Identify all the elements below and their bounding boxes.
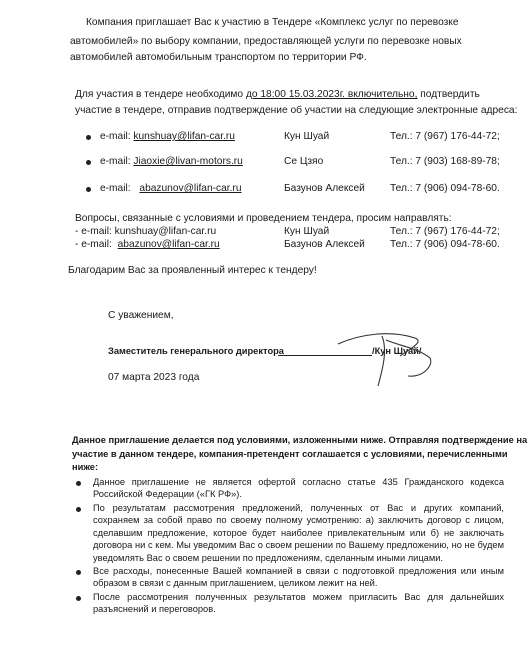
intro-line-3: автомобилей автомобильным транспортом по территории РФ. — [70, 52, 367, 63]
participation-line-2: участие в тендере, отправив подтверждение об участии на следующие электронные адреса: — [75, 105, 518, 116]
questions-email-row — [75, 238, 220, 251]
questions-email-prefix: - e-mail: — [75, 239, 115, 250]
terms-heading-line-3: ниже: — [72, 462, 99, 472]
contact-email-row — [100, 182, 242, 195]
bullet-icon — [76, 507, 81, 512]
contact-email-link[interactable]: Jiaoxie@livan-motors.ru — [133, 156, 243, 167]
contact-email-prefix: e-mail: — [100, 156, 134, 167]
bullet-icon — [86, 135, 91, 140]
intro-line-2: автомобилей» по выбору компании, предоставляющей услуги по перевозке новых — [70, 36, 462, 47]
participation-deadline: до 18:00 15.03.2023г. включительно, — [245, 89, 418, 100]
questions-heading: Вопросы, связанные с условиями и проведением тендера, просим направлять: — [75, 213, 452, 224]
contact-phone: Тел.: 7 (967) 176-44-72; — [390, 131, 500, 142]
participation-line-1 — [75, 88, 480, 101]
questions-name: Кун Шуай — [284, 226, 330, 237]
contact-email-link[interactable]: kunshuay@lifan-car.ru — [133, 131, 235, 142]
contact-email-prefix: e-mail: — [100, 183, 134, 194]
terms-item: После рассмотрения полученных результатов можем пригласить Вас для дальнейших разъяснений и переговоров. — [93, 592, 504, 615]
contact-phone: Тел.: 7 (903) 168-89-78; — [390, 156, 500, 167]
thanks-text: Благодарим Вас за проявленный интерес к тендеру! — [68, 265, 317, 276]
contact-name: Се Цзяо — [284, 156, 324, 167]
signature-title: Заместитель генерального директора — [108, 346, 284, 356]
questions-email-link[interactable]: abazunov@lifan-car.ru — [117, 239, 220, 250]
intro-line-1: Компания приглашает Вас к участию в Тендере «Комплекс услуг по перевозке — [86, 17, 459, 28]
questions-phone: Тел.: 7 (906) 094-78-60. — [390, 239, 500, 250]
contact-email-link[interactable]: abazunov@lifan-car.ru — [139, 183, 242, 194]
questions-email-prefix: - e-mail: — [75, 226, 115, 237]
handwritten-signature — [330, 316, 450, 396]
terms-item: Данное приглашение не является офертой согласно статье 435 Гражданского кодекса Российской Федерации («ГК РФ»). — [93, 477, 504, 500]
contact-email-row — [100, 130, 235, 143]
terms-heading-line-2: участие в данном тендере, компания-претендент соглашается с условиями, перечисленными — [72, 449, 508, 459]
bullet-icon — [76, 596, 81, 601]
participation-text-pre: Для участия в тендере необходимо — [75, 89, 246, 100]
questions-email-row — [75, 225, 216, 238]
contact-name: Базунов Алексей — [284, 183, 365, 194]
terms-item: По результатам рассмотрения предложений, полученных от Вас и других компаний, сохраняем за собой право по своему полному усмотрению: а) заключить договор с лицом, сделавшим предложение, которое будет наиболее привлекательным или б) не заключать договора ни с кем. Мы уведомим Вас о своем решении по Вашему предложению, но не будем уведомлять Вас о своем решении по предложениям, сделанным иными лицами. — [93, 503, 504, 563]
questions-phone: Тел.: 7 (967) 176-44-72; — [390, 226, 500, 237]
terms-item: Все расходы, понесенные Вашей компанией в связи с подготовкой предложения или иным образом в связи с данным приглашением, целиком лежит на ней. — [93, 566, 504, 589]
bullet-icon — [86, 187, 91, 192]
questions-name: Базунов Алексей — [284, 239, 365, 250]
contact-name: Кун Шуай — [284, 131, 330, 142]
signature-name: /Кун Шуай/ — [372, 346, 422, 356]
questions-email-link[interactable]: kunshuay@lifan-car.ru — [114, 226, 217, 237]
contact-email-row — [100, 155, 243, 168]
terms-heading-line-1: Данное приглашение делается под условиями, изложенными ниже. Отправляя подтверждение на — [72, 435, 528, 445]
contact-email-prefix: e-mail: — [100, 131, 134, 142]
bullet-icon — [86, 160, 91, 165]
bullet-icon — [76, 481, 81, 486]
participation-text-post: подтвердить — [417, 89, 480, 100]
regards-text: С уважением, — [108, 310, 174, 321]
letter-date: 07 марта 2023 года — [108, 372, 200, 383]
bullet-icon — [76, 570, 81, 575]
contact-phone: Тел.: 7 (906) 094-78-60. — [390, 183, 500, 194]
